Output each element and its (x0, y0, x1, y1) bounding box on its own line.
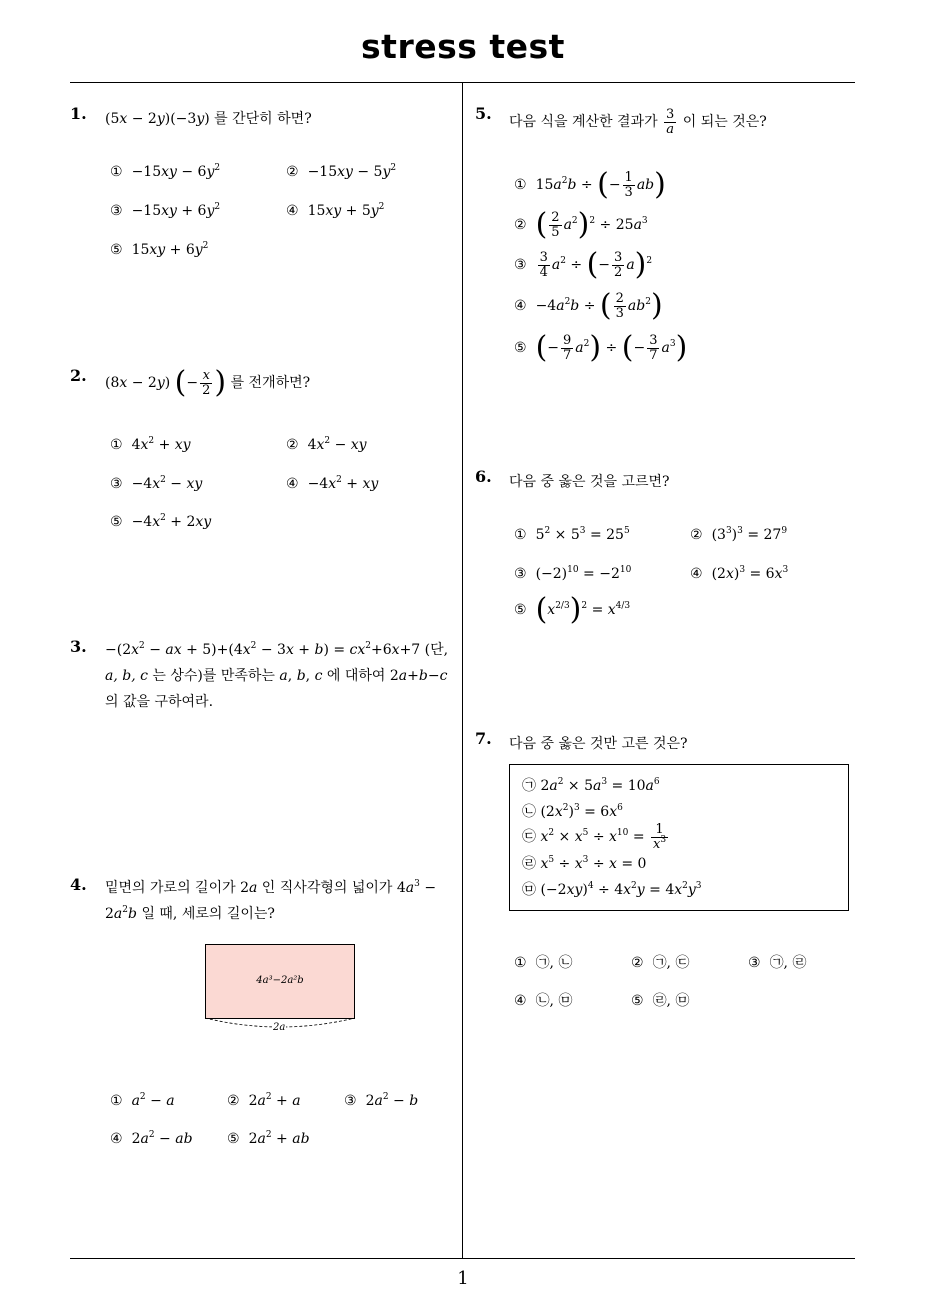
q4-option-1[interactable]: ① $a^2 - a$ (110, 1092, 175, 1109)
q1-option-5[interactable]: ⑤ $15xy + 6y^2$ (110, 241, 209, 258)
q5-option-5[interactable]: ⑤ (− $\frac{9}{7}$ $a^2$) ÷ (− $\frac{3}{7}$ $a^3$) (514, 330, 688, 365)
q6-option-3[interactable]: ③ $(-2)^{10} = -2^{10}$ (514, 565, 632, 582)
q2-option-1[interactable]: ① $4x^2$ + xy (110, 436, 191, 453)
page-number: 1 (457, 1268, 469, 1289)
rectangle-area-label: 4a³−2a²b (256, 975, 304, 986)
q4-option-4[interactable]: ④ $2a^2$ − ab (110, 1130, 193, 1147)
rectangle-figure (205, 944, 355, 1019)
page-title: stress test (361, 27, 565, 66)
q7-option-5[interactable]: ⑤ ㉣, ㉤ (631, 993, 690, 1009)
column-divider (462, 83, 463, 1258)
q4-option-5[interactable]: ⑤ $2a^2$ + ab (227, 1130, 310, 1147)
question-number: 3. (70, 637, 87, 656)
q5-option-3[interactable]: ③ $\frac{3}{4}$ $a^2$ ÷ (− $\frac{3}{2}$ a)$^2$ (514, 247, 653, 282)
statement-box (509, 764, 849, 911)
bottom-rule (70, 1258, 855, 1259)
question-number: 6. (475, 467, 492, 486)
statement-4: ㉣ $x^5 \div x^3 \div x = 0$ (522, 855, 647, 872)
q7-option-1[interactable]: ① ㉠, ㉡ (514, 955, 573, 971)
q1-option-4[interactable]: ④ $15xy + 5y^2$ (286, 202, 385, 219)
question-number: 7. (475, 729, 492, 748)
question-text: (8x − 2y) (− $\frac{x}{2}$ ) 를 전개하면? (105, 365, 311, 400)
q2-option-4[interactable]: ④ $-4x^2$ + xy (286, 475, 379, 492)
question-number: 1. (70, 104, 87, 123)
question-number: 4. (70, 875, 87, 894)
q1-option-1[interactable]: ① $-15xy - 6y^2$ (110, 163, 221, 180)
q5-option-2[interactable]: ② ( $\frac{2}{5}$ $a^2)^2 \div 25a^3$ (514, 207, 648, 242)
q7-option-2[interactable]: ② ㉠, ㉢ (631, 955, 690, 971)
q7-option-4[interactable]: ④ ㉡, ㉤ (514, 993, 573, 1009)
q7-option-3[interactable]: ③ ㉠, ㉣ (748, 955, 807, 971)
question-number: 2. (70, 366, 87, 385)
statement-5: ㉤ $(-2xy)^4 \div 4x^2y = 4x^2y^3$ (522, 881, 702, 898)
question-text: 다음 중 옳은 것만 고른 것은? (509, 736, 688, 752)
question-text: $-(2x^2$ − ax + $5)+(4x^2 - 3x + b) = cx^2+6x+7$ (단, a, b, c 는 상수)를 만족하는 a, b, c 에 대하여 2a+b−c 의 값을 구하여라. (105, 641, 449, 710)
q4-option-2[interactable]: ② $2a^2 + a$ (227, 1092, 301, 1109)
q1-option-2[interactable]: ② $-15xy - 5y^2$ (286, 163, 397, 180)
question-number: 5. (475, 104, 492, 123)
q6-option-2[interactable]: ② $(3^3)^3 = 27^9$ (690, 526, 788, 543)
q5-option-4[interactable]: ④ $-4a^2b$ ÷ ( $\frac{2}{3}$ $ab^2$) (514, 288, 663, 323)
q5-option-1[interactable]: ① $15a^2b$ ÷ (− $\frac{1}{3}$ ab) (514, 167, 666, 202)
q6-option-5[interactable]: ⑤ $(x^{2/3})^2 = x^{4/3}$ (514, 592, 631, 627)
question-text: 밑면의 가로의 길이가 2a 인 직사각형의 넓이가 $4a^3$ − $2a^2b$ 일 때, 세로의 길이는? (105, 879, 437, 922)
q6-option-1[interactable]: ① $5^2 \times 5^3 = 25^5$ (514, 526, 630, 543)
question-text: 다음 식을 계산한 결과가 $\frac{3}{a}$ 이 되는 것은? (509, 106, 767, 137)
question-text: (5x − 2y)(−3y) 를 간단히 하면? (105, 111, 312, 127)
q2-option-3[interactable]: ③ $-4x^2$ − xy (110, 475, 203, 492)
q4-option-3[interactable]: ③ $2a^2 - b$ (344, 1092, 419, 1109)
rectangle-width-label: 2a (273, 1022, 286, 1033)
q2-option-2[interactable]: ② $4x^2$ − xy (286, 436, 367, 453)
q2-option-5[interactable]: ⑤ $-4x^2 + 2xy$ (110, 513, 212, 530)
q1-option-3[interactable]: ③ $-15xy + 6y^2$ (110, 202, 221, 219)
q6-option-4[interactable]: ④ $(2x)^3 = 6x^3$ (690, 565, 789, 582)
statement-3: ㉢ $x^2 \times x^5 \div x^{10}$ = $\frac{1}{x^3}$ (522, 822, 667, 852)
statement-2: ㉡ $(2x^2)^3 = 6x^6$ (522, 803, 623, 820)
question-text: 다음 중 옳은 것을 고르면? (509, 474, 670, 490)
statement-1: ㉠ $2a^2 \times 5a^3 = 10a^6$ (522, 777, 660, 794)
